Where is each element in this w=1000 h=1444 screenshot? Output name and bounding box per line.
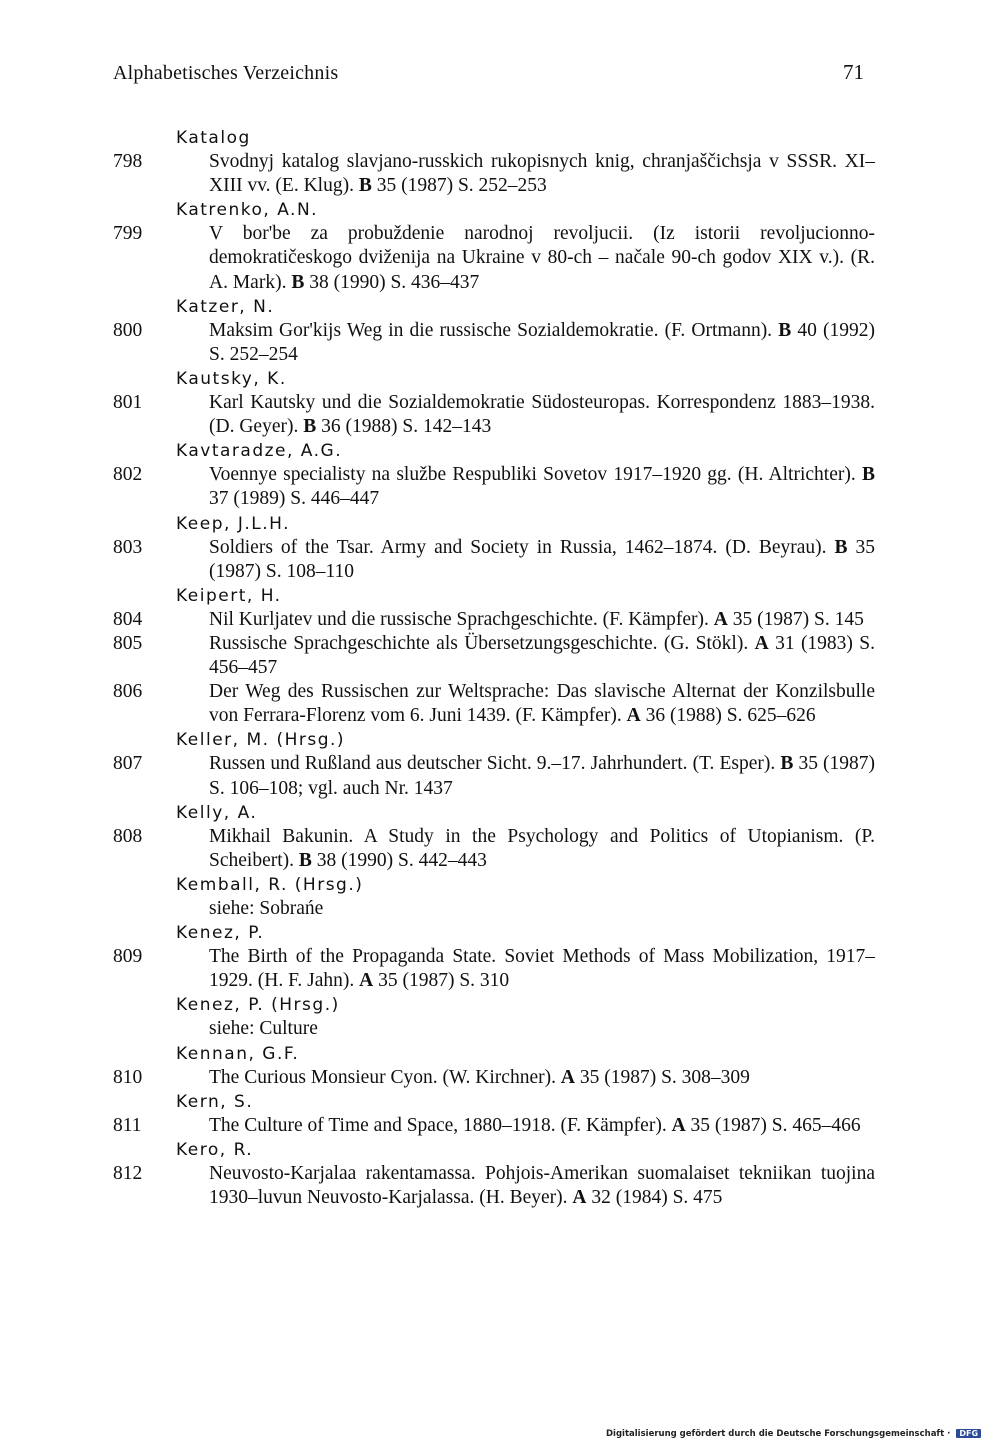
entry-citation	[209, 391, 875, 439]
author-heading: Katalog	[176, 128, 251, 148]
author-heading: Keller, M. (Hrsg.)	[176, 730, 346, 751]
volume-pages: 35 (1987) S. 465–466	[690, 1114, 861, 1136]
entry-number: 809	[113, 946, 143, 968]
entry-number: 800	[113, 319, 143, 341]
entry-citation	[209, 680, 875, 728]
entry-title-reviewer: Russen und Rußland aus deutscher Sicht. 9.–17. Jahrhundert. (T. Esper).	[209, 753, 776, 775]
see-reference: siehe: Sobrańe	[209, 898, 324, 919]
author-heading: Kennan, G.F.	[176, 1043, 300, 1064]
author-heading: Kavtaradze, A.G.	[176, 441, 343, 462]
entry-citation	[209, 319, 875, 367]
author-heading: Katzer, N.	[176, 296, 275, 317]
entry-citation	[209, 825, 875, 873]
index-entry	[113, 150, 875, 198]
author-heading: Kelly, A.	[176, 802, 258, 823]
author-heading: Keep, J.L.H.	[176, 513, 290, 534]
entry-citation	[209, 1162, 875, 1210]
volume-pages: 35 (1987) S. 308–309	[579, 1066, 750, 1088]
volume-pages: 38 (1990) S. 436–437	[309, 271, 480, 293]
volume-pages: 35 (1987) S. 145	[732, 608, 864, 630]
entry-title-reviewer: Maksim Gor'kijs Weg in die russische Sozialdemokratie. (F. Ortmann).	[209, 319, 773, 341]
journal-section: B	[780, 753, 794, 775]
journal-section: A	[713, 608, 728, 630]
entry-number: 801	[113, 392, 143, 414]
journal-section: A	[754, 632, 769, 654]
volume-pages: 40 (1992) S. 252–254	[209, 319, 875, 365]
volume-pages: 35 (1987) S. 108–110	[209, 536, 876, 582]
entry-title-reviewer: Svodnyj katalog slavjano-russkich rukopisnych knig, chranjaščichsja v SSSR. XI–XIII vv. (E. Klug).	[209, 151, 875, 197]
entry-title-reviewer: Der Weg des Russischen zur Weltsprache: Das slavische Alternat der Konzilsbulle von Ferrara-Florenz vom 6. Juni 1439. (F. Kämpfer).	[209, 681, 875, 727]
index-entry	[113, 319, 875, 367]
entry-number: 799	[113, 223, 143, 245]
volume-pages: 31 (1983) S. 456–457	[209, 632, 876, 679]
entry-number: 804	[113, 608, 143, 630]
entry-citation	[209, 945, 875, 993]
entry-number: 798	[113, 151, 143, 173]
index-entry	[113, 1162, 875, 1210]
journal-section: A	[359, 970, 374, 992]
journal-section: A	[572, 1187, 587, 1209]
entry-citation	[209, 608, 875, 632]
entry-title-reviewer: Karl Kautsky und die Sozialdemokratie Südosteuropas. Korrespondenz 1883–1938. (D. Geyer).	[209, 392, 875, 438]
author-heading: Kenez, P.	[176, 923, 265, 944]
journal-section: B	[291, 271, 305, 293]
journal-section: B	[778, 319, 792, 341]
entry-number: 803	[113, 536, 143, 558]
index-entry	[113, 608, 875, 632]
author-heading: Kero, R.	[176, 1139, 254, 1160]
author-heading: Keipert, H.	[176, 585, 282, 606]
volume-pages: 36 (1988) S. 142–143	[321, 416, 492, 438]
index-entry	[113, 752, 875, 800]
journal-section: A	[560, 1066, 575, 1088]
volume-pages: 35 (1987) S. 252–253	[376, 175, 547, 197]
journal-section: B	[298, 849, 312, 871]
entry-title-reviewer: Neuvosto-Karjalaa rakentamassa. Pohjois-Amerikan suomalaiset tekniikan tuojina 1930–luvun Neuvosto-Karjalassa. (H. Beyer).	[209, 1163, 875, 1209]
entry-number: 812	[113, 1163, 143, 1185]
entry-citation	[209, 632, 875, 680]
entry-citation	[209, 150, 875, 198]
journal-section: B	[861, 464, 875, 486]
entry-title-reviewer: Nil Kurljatev und die russische Sprachgeschichte. (F. Kämpfer).	[209, 608, 709, 630]
volume-pages: 35 (1987) S. 310	[378, 970, 510, 992]
entry-number: 811	[113, 1114, 142, 1136]
index-entry	[113, 945, 875, 993]
volume-pages: 38 (1990) S. 442–443	[316, 849, 487, 871]
index-entry	[113, 632, 875, 680]
page-number: 71	[843, 60, 864, 84]
funding-footer: Digitalisierung gefördert durch die Deutsche Forschungsgemeinschaft · DFG	[606, 1429, 981, 1439]
entry-number: 806	[113, 681, 143, 703]
index-entry	[113, 463, 875, 511]
journal-section: B	[303, 416, 317, 438]
entry-title-reviewer: Voennye specialisty na službe Respubliki Sovetov 1917–1920 gg. (H. Altrichter).	[209, 464, 856, 486]
entry-citation	[209, 463, 875, 511]
entry-title-reviewer: Russische Sprachgeschichte als Übersetzungsgeschichte. (G. Stökl).	[209, 632, 749, 654]
journal-section: B	[358, 175, 372, 197]
entry-number: 807	[113, 753, 143, 775]
running-header-title: Alphabetisches Verzeichnis	[113, 62, 339, 84]
index-entry	[113, 222, 875, 294]
journal-section: A	[671, 1114, 686, 1136]
volume-pages: 32 (1984) S. 475	[591, 1187, 723, 1209]
entry-title-reviewer: Mikhail Bakunin. A Study in the Psychology and Politics of Utopianism. (P. Scheibert).	[209, 825, 875, 871]
volume-pages: 37 (1989) S. 446–447	[209, 488, 380, 510]
funding-footer-text: Digitalisierung gefördert durch die Deutsche Forschungsgemeinschaft	[606, 1429, 945, 1439]
index-entry	[113, 680, 875, 728]
index-entry	[113, 825, 875, 873]
volume-pages: 36 (1988) S. 625–626	[645, 705, 816, 727]
entry-number: 802	[113, 464, 143, 486]
author-heading: Kern, S.	[176, 1091, 254, 1112]
journal-section: A	[626, 705, 641, 727]
entry-citation	[209, 536, 875, 584]
entry-title-reviewer: V bor'be za probuždenie narodnoj revoljucii. (Iz istorii revoljucionno-demokratičeskogo dviženija na Ukraine v 80-ch – načale 90-ch godov XIX v.). (R. A. Mark).	[209, 223, 875, 293]
index-entry	[113, 536, 875, 584]
entry-citation	[209, 1066, 875, 1090]
see-reference: siehe: Culture	[209, 1018, 318, 1040]
entry-title-reviewer: The Birth of the Propaganda State. Soviet Methods of Mass Mobilization, 1917–1929. (H. F. Jahn).	[209, 946, 875, 992]
journal-section: B	[834, 536, 848, 558]
index-entry	[113, 1114, 875, 1138]
entry-number: 808	[113, 825, 143, 847]
index-entries	[113, 126, 875, 1210]
author-heading: Kautsky, K.	[176, 368, 287, 389]
volume-pages: 35 (1987) S. 106–108; vgl. auch Nr. 1437	[209, 753, 875, 799]
index-entry	[113, 1066, 875, 1090]
entry-citation	[209, 752, 875, 800]
entry-number: 810	[113, 1066, 143, 1088]
author-heading: Katrenko, A.N.	[176, 200, 319, 221]
author-heading: Kemball, R. (Hrsg.)	[176, 874, 364, 895]
entry-citation	[209, 1114, 875, 1138]
entry-title-reviewer: The Curious Monsieur Cyon. (W. Kirchner).	[209, 1066, 556, 1088]
author-heading: Kenez, P. (Hrsg.)	[176, 995, 340, 1016]
index-entry	[113, 391, 875, 439]
dfg-logo: DFG	[956, 1429, 981, 1438]
entry-title-reviewer: The Culture of Time and Space, 1880–1918. (F. Kämpfer).	[209, 1114, 667, 1136]
entry-number: 805	[113, 632, 143, 654]
entry-citation	[209, 222, 875, 294]
entry-title-reviewer: Soldiers of the Tsar. Army and Society in Russia, 1462–1874. (D. Beyrau).	[209, 536, 827, 558]
